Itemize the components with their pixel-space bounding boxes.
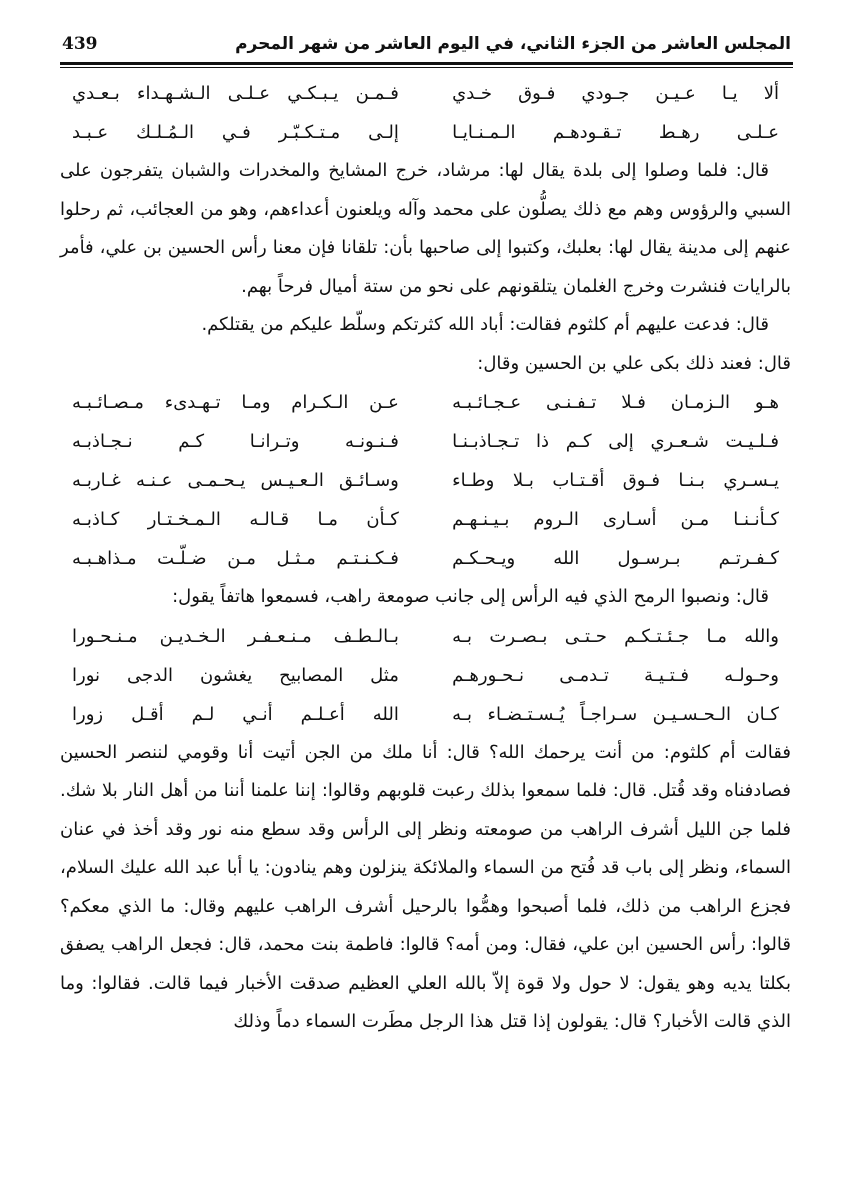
verse-line — [60, 74, 791, 113]
verse-line — [60, 695, 791, 734]
paragraph-1: قال: فلما وصلوا إلى بلدة يقال لها: مرشاد، خرج المشايخ والمخدرات والشبان يتفرجون على السبي والرؤوس وهم مع ذلك يصلُّون على محمد وآله ويلعنون أعداءهم، وهو من العجائب، ثم رحلوا عنهم إلى مدينة يقال لها: بعلبك، وكتبوا إلى صاحبها بأن: تلقانا فإن معنا رأس الحسين بن علي، فأمر بالرايات فنشرت وخرج الغلمان يتلقونهم على نحو من ستة أميال فرحاً بهم. — [60, 160, 791, 297]
chapter-title: المجلس العاشر من الجزء الثاني، في اليوم العاشر من شهر المحرم — [235, 34, 791, 54]
verse-first-hemistich: وحـولـه فـتـيـة تـدمـى نـحـورهـم — [452, 664, 779, 686]
verse-line — [60, 461, 791, 500]
verse-line — [60, 539, 791, 578]
verse-first-hemistich: ألا يـا عـيـن جـودي فـوق خـدي — [452, 83, 779, 104]
paragraph-4: قال: ونصبوا الرمح الذي فيه الرأس إلى جانب صومعة راهب، فسمعوا هاتفاً يقول: — [172, 586, 769, 607]
verse-first-hemistich: كـأنـنـا مـن أسـارى الـروم بـيـنـهـم — [452, 509, 779, 530]
paragraph-3: قال: فعند ذلك بكى علي بن الحسين وقال: — [477, 352, 791, 374]
verse-second-hemistich: الله أعـلـم أنـي لـم أقـل زورا — [72, 703, 399, 725]
verse-line — [60, 113, 791, 152]
verse-line — [60, 617, 791, 656]
verse-second-hemistich: فـكـنـتـم مـثـل مـن ضـلّـت مـذاهـبـه — [72, 548, 399, 569]
verse-second-hemistich: كـأن مـا قـالـه الـمـخـتـار كـاذبـه — [72, 509, 399, 530]
running-header — [62, 30, 791, 60]
verse-first-hemistich: هـو الـزمـان فـلا تـفـنـى عـجـائـبـه — [452, 392, 779, 413]
poem-block-1 — [60, 74, 791, 152]
verse-second-hemistich: فـمـن يـبـكـي عـلـى الـشـهـداء بـعـدي — [72, 83, 399, 104]
poem-block-2 — [60, 383, 791, 578]
verse-line — [60, 500, 791, 539]
verse-second-hemistich: بـالـطـف مـنـعـفـر الـخـديـن مـنـحـورا — [72, 625, 399, 647]
verse-line — [60, 383, 791, 422]
verse-second-hemistich: وسـائـق الـعـيـس يـحـمـى عـنـه غـاربـه — [72, 470, 399, 491]
verse-line — [60, 656, 791, 695]
poem-block-3 — [60, 617, 791, 734]
verse-second-hemistich: مثل المصابيح يغشون الدجى نورا — [72, 664, 399, 686]
verse-second-hemistich: فـنـونـه وتـرانـا كـم نـجـاذبـه — [72, 431, 399, 452]
verse-first-hemistich: عـلـى رهـط تـقـودهـم الـمـنـايـا — [452, 122, 779, 143]
verse-first-hemistich: والله مـا جـئـتـكـم حـتـى بـصـرت بـه — [452, 625, 779, 647]
verse-second-hemistich: عـن الـكـرام ومـا تـهـدىء مـصـائـبـه — [72, 392, 399, 413]
page-body — [60, 74, 791, 1042]
header-rule-thick — [60, 62, 793, 65]
verse-second-hemistich: إلـى مـتـكـبّـر فـي الـمُـلـك عـبـد — [72, 122, 399, 143]
verse-first-hemistich: كـان الـحـسـيـن سـراجـاً يُـسـتـضـاء بـه — [452, 703, 779, 725]
header-rule-thin — [60, 67, 793, 68]
verse-line — [60, 422, 791, 461]
verse-first-hemistich: فـلـيـت شـعـري إلى كـم ذا تـجـاذبـنـا — [452, 431, 779, 452]
paragraph-2: قال: فدعت عليهم أم كلثوم فقالت: أباد الله كثرتكم وسلّط عليكم من يقتلكم. — [201, 314, 769, 335]
verse-first-hemistich: كـفـرتـم بـرسـول الله ويـحـكـم — [452, 548, 779, 569]
verse-first-hemistich: يـسـري بـنـا فـوق أقـتـاب بـلا وطـاء — [452, 470, 779, 491]
page-number: 439 — [62, 34, 98, 54]
paragraph-5: فقالت أم كلثوم: من أنت يرحمك الله؟ قال: أنا ملك من الجن أتيت أنا وقومي لننصر الحسين فصادفناه وقد قُتل. قال: فلما سمعوا بذلك رعبت قلوبهم وقالوا: إننا علمنا أننا من أهل النار بلا شك. فلما جن الليل أشرف الراهب من صومعته ونظر إلى الرأس وقد سطع منه نور وقد أخذ في عنان السماء، ونظر إلى باب قد فُتح من السماء والملائكة ينزلون وهم ينادون: يا أبا عبد الله عليك السلام، فجزع الراهب من ذلك، فلما أصبحوا وهمُّوا بالرحيل أشرف الراهب عليهم وقال: ما الذي معكم؟ قالوا: رأس الحسين ابن علي، فقال: ومن أمه؟ قالوا: فاطمة بنت محمد، قال: فجعل الراهب يصفق بكلتا يديه وهو يقول: لا حول ولا قوة إلاّ بالله العلي العظيم صدقت الأخبار فيما قالت. فقالوا: وما الذي قالت الأخبار؟ قال: يقولون إذا قتل هذا الرجل مطَرت السماء دماً وذلك — [60, 741, 791, 1032]
